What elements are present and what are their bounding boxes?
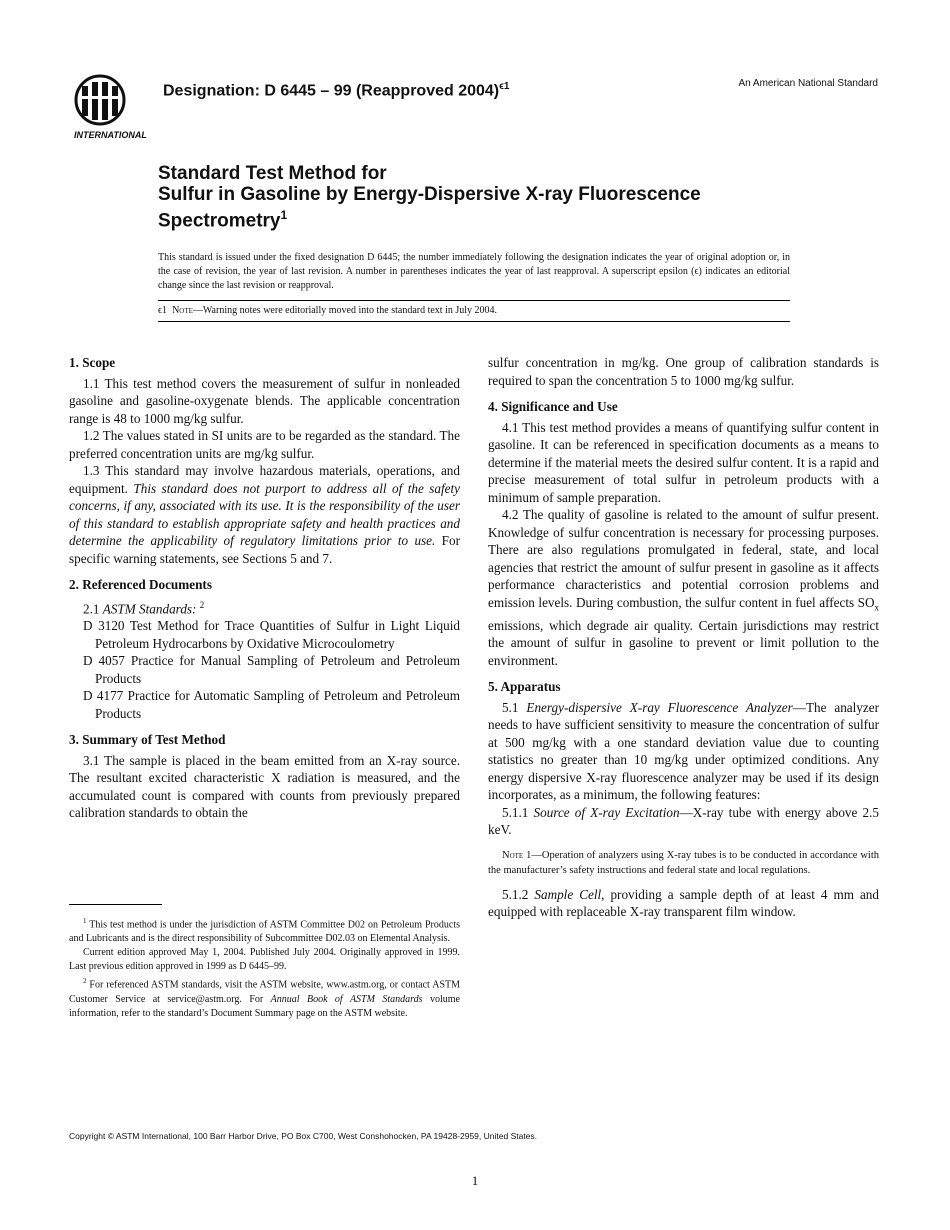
- section-heading: 2. Referenced Documents: [69, 577, 212, 592]
- footnote: $^2$ For referenced ASTM standards, visit the ASTM website, www.astm.org, or contact ASTM Customer Service at service@astm.org. For Annual Book of ASTM Standards volume information, refer to the standard’s Document Summary page on the ASTM website.: [69, 977, 460, 1019]
- editorial-note: ϵ1 Note—Warning notes were editorially moved into the standard text in July 2004.: [158, 305, 498, 316]
- section-heading: 3. Summary of Test Method: [69, 732, 226, 748]
- divider: [158, 300, 790, 301]
- reference-item: D 3120 Test Method for Trace Quantities of Sulfur in Light Liquid Petroleum Hydrocarbons by Oxidative Microcoulometry: [83, 618, 460, 651]
- paragraph: 1.3 This standard may involve hazardous materials, operations, and equipment. This standard does not purport to address all of the safety concerns, if any, associated with its use. It is the responsibility of the user of this standard to establish appropriate safety and health practices and determine the applicability of regulatory limitations prior to use. For specific warning statements, see Sections 5 and 7.: [69, 463, 461, 566]
- designation: Designation: D 6445 – 99 (Reapproved 2004)$^{\epsilon 1}$: [163, 81, 510, 100]
- paragraph: sulfur concentration in mg/kg. One group of calibration standards is required to span the concentration 5 to 1000 mg/kg sulfur.: [488, 355, 879, 388]
- document-title: Standard Test Method for Sulfur in Gasoline by Energy-Dispersive X-ray Fluorescence Spectrometry$^1$: [158, 163, 701, 232]
- astm-logo: [70, 72, 152, 142]
- paragraph: 1.2 The values stated in SI units are to be regarded as the standard. The preferred concentration units are mg/kg sulfur.: [69, 428, 460, 461]
- paragraph: 2.1 ASTM Standards: $^2$: [83, 599, 205, 616]
- reference-item: D 4057 Practice for Manual Sampling of Petroleum and Petroleum Products: [83, 653, 460, 686]
- footnotes: [69, 914, 460, 1021]
- reference-item: D 4177 Practice for Automatic Sampling of Petroleum and Petroleum Products: [83, 688, 460, 721]
- american-national-standard: An American National Standard: [738, 78, 878, 89]
- section-heading: 4. Significance and Use: [488, 399, 618, 414]
- paragraph: 5.1.1 Source of X-ray Excitation—X-ray tube with energy above 2.5 keV.: [488, 804, 879, 838]
- paragraph: 1.1 This test method covers the measurement of sulfur in nonleaded gasoline and gasoline-oxygenate blends. The applicable concentration range is 48 to 1000 mg/kg sulfur.: [69, 375, 460, 426]
- paragraph: 5.1 Energy-dispersive X-ray Fluorescence Analyzer—The analyzer needs to have sufficient sensitivity to measure the concentration of sulfur at 500 mg/kg with a one standard deviation value due to counting statistics no greater than 10 mg/kg under optimized conditions. Any energy dispersive X-ray fluorescence analyzer may be used if its design incorporates, as a minimum, the following features:: [488, 699, 879, 803]
- note: Note 1—Operation of analyzers using X-ray tubes is to be conducted in accordance with the manufacturer’s safety instructions and federal state and local regulations.: [488, 849, 879, 876]
- copyright-notice: Copyright © ASTM International, 100 Barr Harbor Drive, PO Box C700, West Conshohocken, PA 19428-2959, United States.: [69, 1131, 538, 1141]
- paragraph: 3.1 The sample is placed in the beam emitted from an X-ray source. The resultant excited characteristic X radiation is measured, and the accumulated count is compared with counts from previously prepared calibration standards to obtain the: [69, 752, 460, 821]
- paragraph: 4.1 This test method provides a means of quantifying sulfur content in gasoline. It can be referenced in specification documents as a means to determine if the material meets the desired sulfur content. It is a rapid and precise measurement of total sulfur in petroleum products with a minimum of sample preparation.: [488, 419, 879, 505]
- paragraph: 5.1.2 Sample Cell, providing a sample depth of at least 4 mm and equipped with replaceable X-ray transparent film window.: [488, 886, 879, 920]
- right-column: [488, 354, 879, 921]
- page-number: 1: [471, 1173, 479, 1188]
- logo-wordmark: INTERNATIONAL: [74, 130, 147, 140]
- divider: [158, 321, 790, 322]
- footnote-divider: [69, 904, 162, 905]
- left-column: [69, 354, 460, 822]
- section-heading: 1. Scope: [69, 355, 116, 370]
- footnote: $^1$ This test method is under the jurisdiction of ASTM Committee D02 on Petroleum Products and Lubricants and is the direct responsibility of Subcommittee D02.03 on Elemental Analysis.: [69, 917, 460, 945]
- section-heading: 5. Apparatus: [488, 679, 561, 695]
- issue-statement: This standard is issued under the fixed designation D 6445; the number immediately following the designation indicates the year of original adoption or, in the case of revision, the year of last revision. A number in parentheses indicates the year of last reapproval. A superscript epsilon (ϵ) indicates an editorial change since the last revision or reapproval.: [158, 252, 790, 291]
- footnote: Current edition approved May 1, 2004. Published July 2004. Originally approved in 1999. Last previous edition approved in 1999 as D 6445–99.: [69, 947, 460, 973]
- paragraph: 4.2 The quality of gasoline is related to the amount of sulfur present. Knowledge of sulfur concentration is necessary for processing purposes. There are also regulations promulgated in federal, state, and local agencies that restrict the amount of sulfur present in gasoline as it affects performance characteristics and potential corrosion problems and emission levels. During combustion, the sulfur content in fuel affects $SO_x$ emissions, which degrade air quality. Certain jurisdictions may restrict the amount of sulfur in gasoline to prevent or limit pollution to the environment.: [488, 507, 879, 668]
